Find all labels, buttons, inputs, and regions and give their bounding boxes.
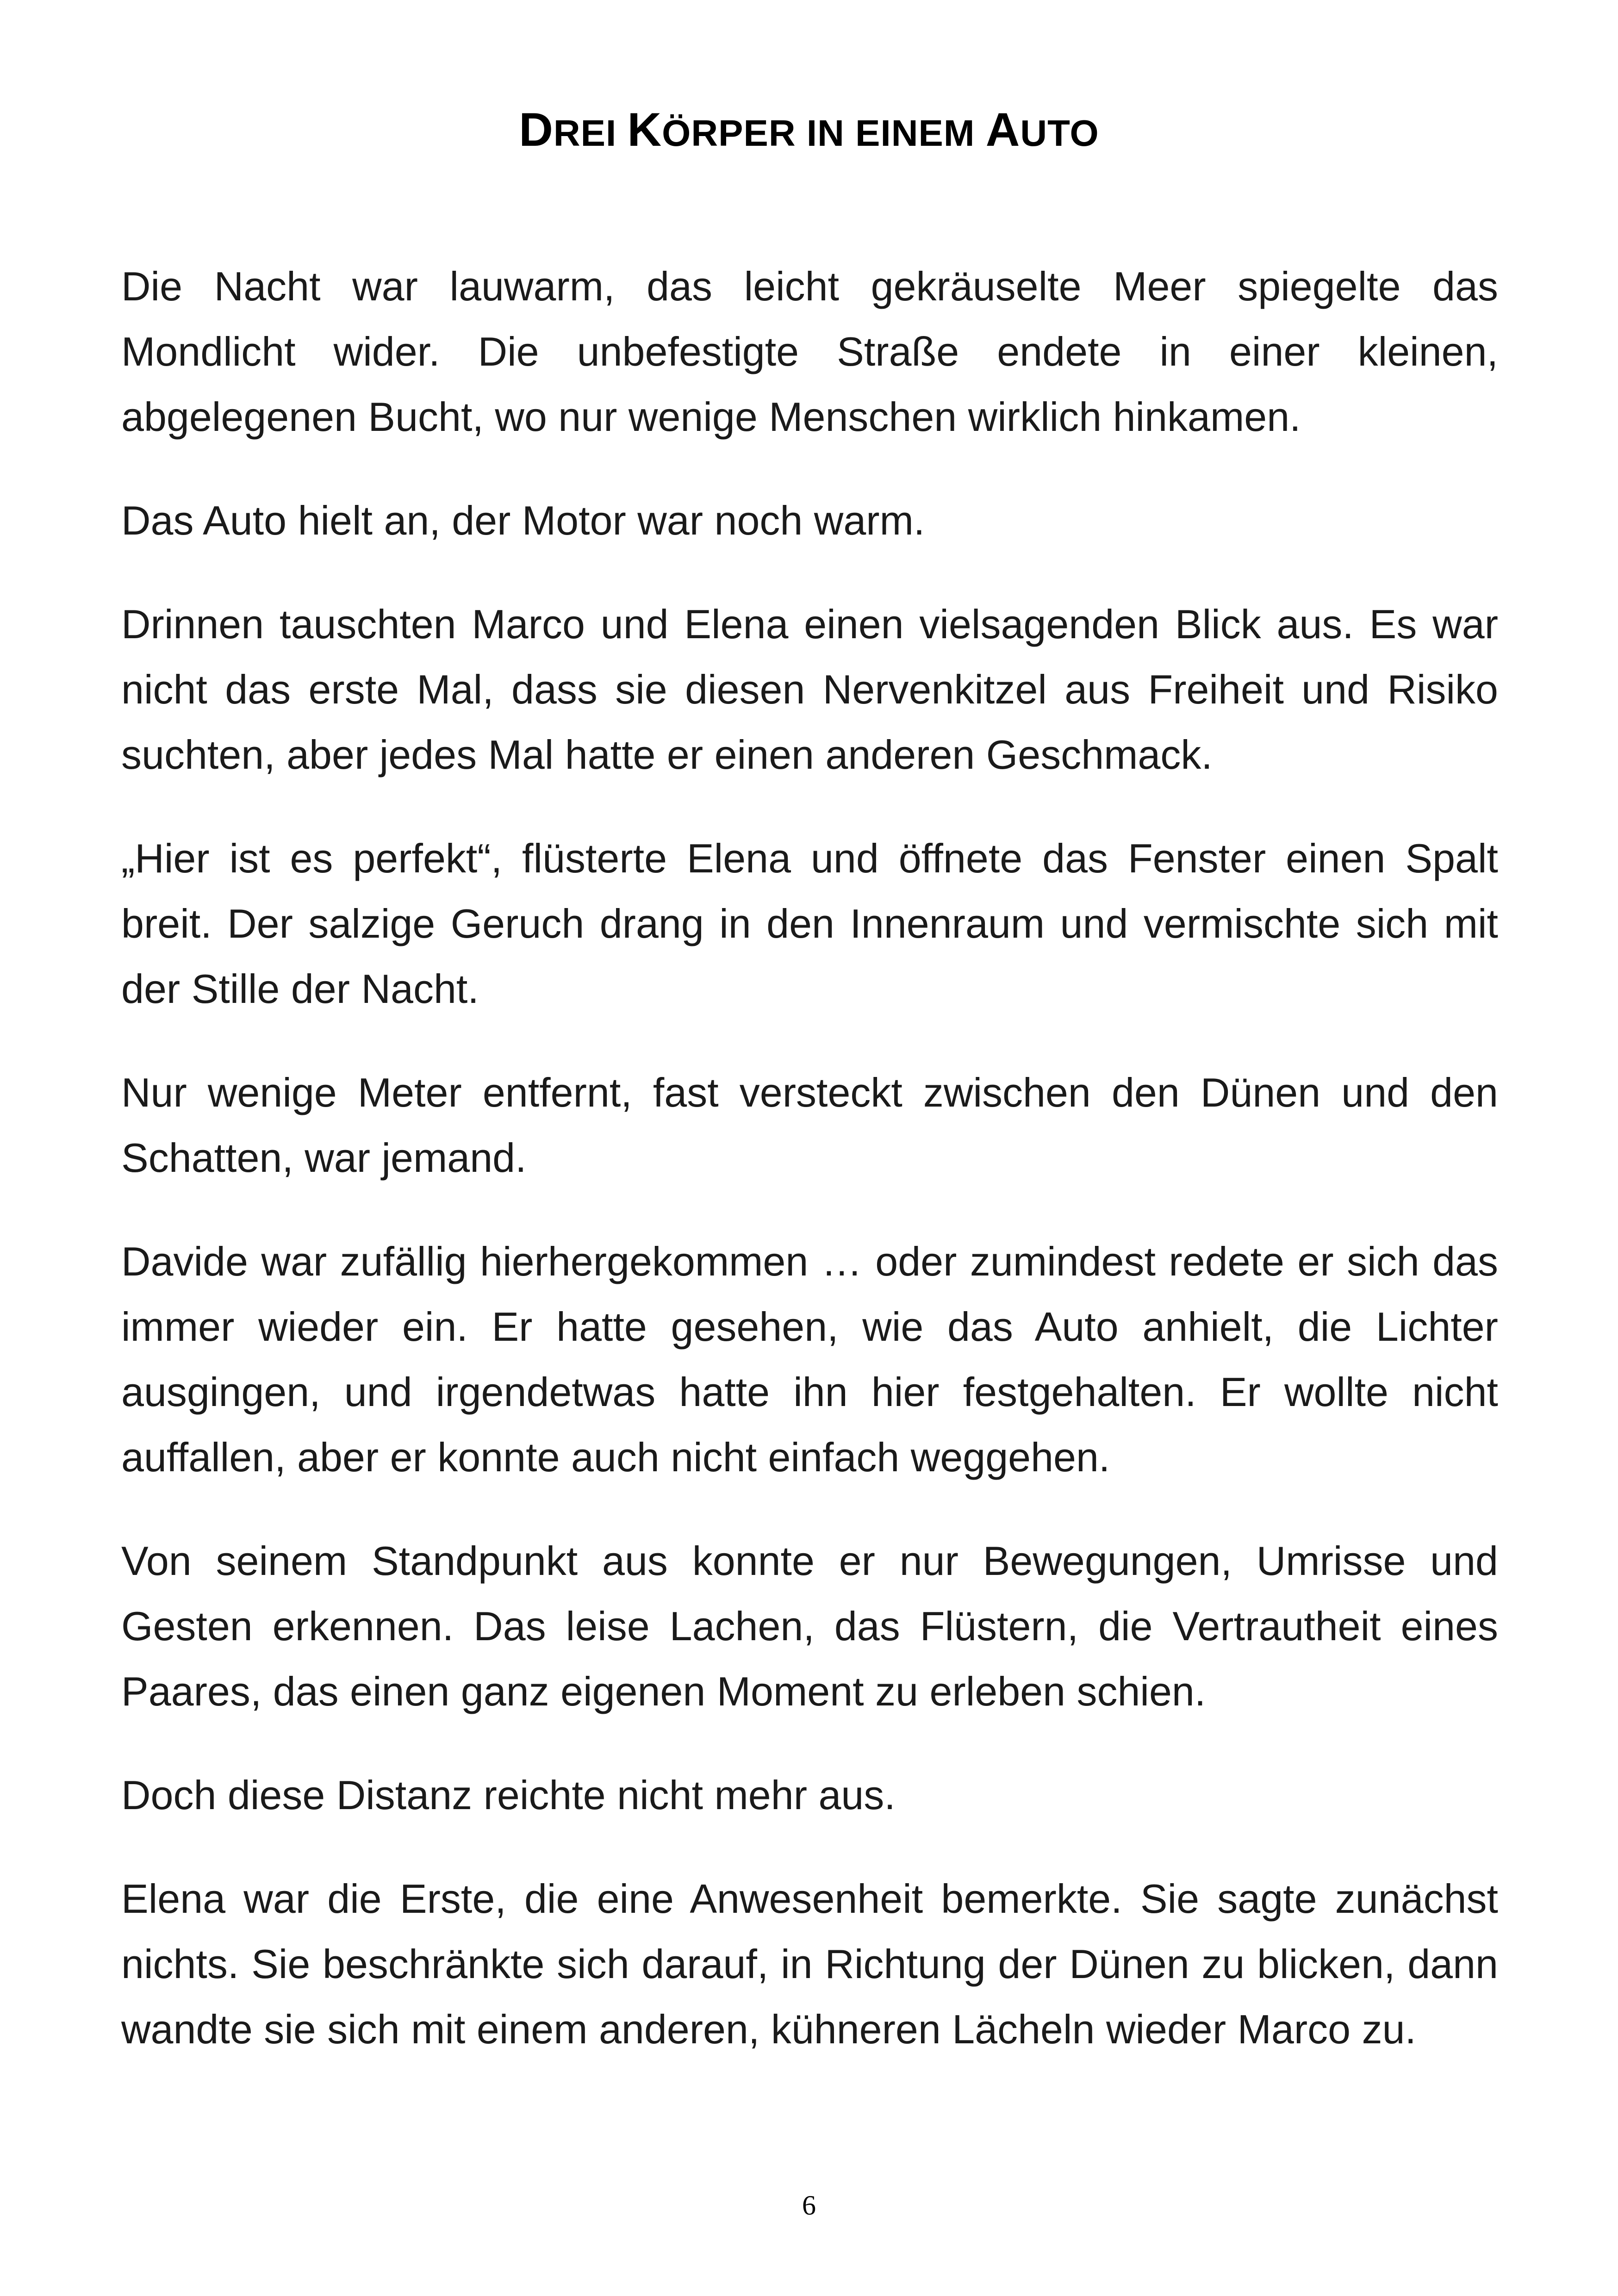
- title-part: K: [627, 103, 662, 156]
- chapter-title: [0, 100, 1618, 163]
- title-part: ÖRPER IN EINEM: [662, 112, 986, 154]
- paragraph-1: Die Nacht war lauwarm, das leicht gekräuselte Meer spiegelte das Mondlicht wider. Die unbefestigte Straße endete in einer kleinen, abgelegenen Bucht, wo nur wenige Menschen wirklich hinkamen.: [121, 263, 1498, 440]
- paragraph-9: Elena war die Erste, die eine Anwesenheit bemerkte. Sie sagte zunächst nichts. Sie beschränkte sich darauf, in Richtung der Dünen zu blicken, dann wandte sie sich mit einem anderen, kühneren Lächeln wieder Marco zu.: [121, 1876, 1498, 2052]
- paragraph-6: Davide war zufällig hierhergekommen … oder zumindest redete er sich das immer wieder ein. Er hatte gesehen, wie das Auto anhielt, die Lichter ausgingen, und irgendetwas hatte ihn hier festgehalten. Er wollte nicht auffallen, aber er konnte auch nicht einfach weggehen.: [121, 1238, 1498, 1480]
- paragraph-7: Von seinem Standpunkt aus konnte er nur Bewegungen, Umrisse und Gesten erkennen. Das leise Lachen, das Flüstern, die Vertrautheit eines Paares, das einen ganz eigenen Moment zu erleben schien.: [121, 1538, 1498, 1714]
- title-part: A: [985, 103, 1021, 156]
- title-part: REI: [553, 112, 628, 154]
- title-part: UTO: [1020, 112, 1099, 154]
- paragraph-3: Drinnen tauschten Marco und Elena einen vielsagenden Blick aus. Es war nicht das erste Mal, dass sie diesen Nervenkitzel aus Freiheit und Risiko suchten, aber jedes Mal hatte er einen anderen Geschmack.: [121, 601, 1498, 778]
- title-part: D: [519, 103, 554, 156]
- page-number: 6: [802, 2190, 816, 2221]
- paragraph-5: Nur wenige Meter entfernt, fast versteckt zwischen den Dünen und den Schatten, war jemand.: [121, 1070, 1498, 1181]
- paragraph-4: „Hier ist es perfekt“, flüsterte Elena und öffnete das Fenster einen Spalt breit. Der salzige Geruch drang in den Innenraum und vermischte sich mit der Stille der Nacht.: [121, 835, 1498, 1012]
- paragraph-2: Das Auto hielt an, der Motor war noch warm.: [121, 498, 925, 543]
- chapter-body: [121, 254, 1498, 2062]
- paragraph-8: Doch diese Distanz reichte nicht mehr aus.: [121, 1772, 896, 1818]
